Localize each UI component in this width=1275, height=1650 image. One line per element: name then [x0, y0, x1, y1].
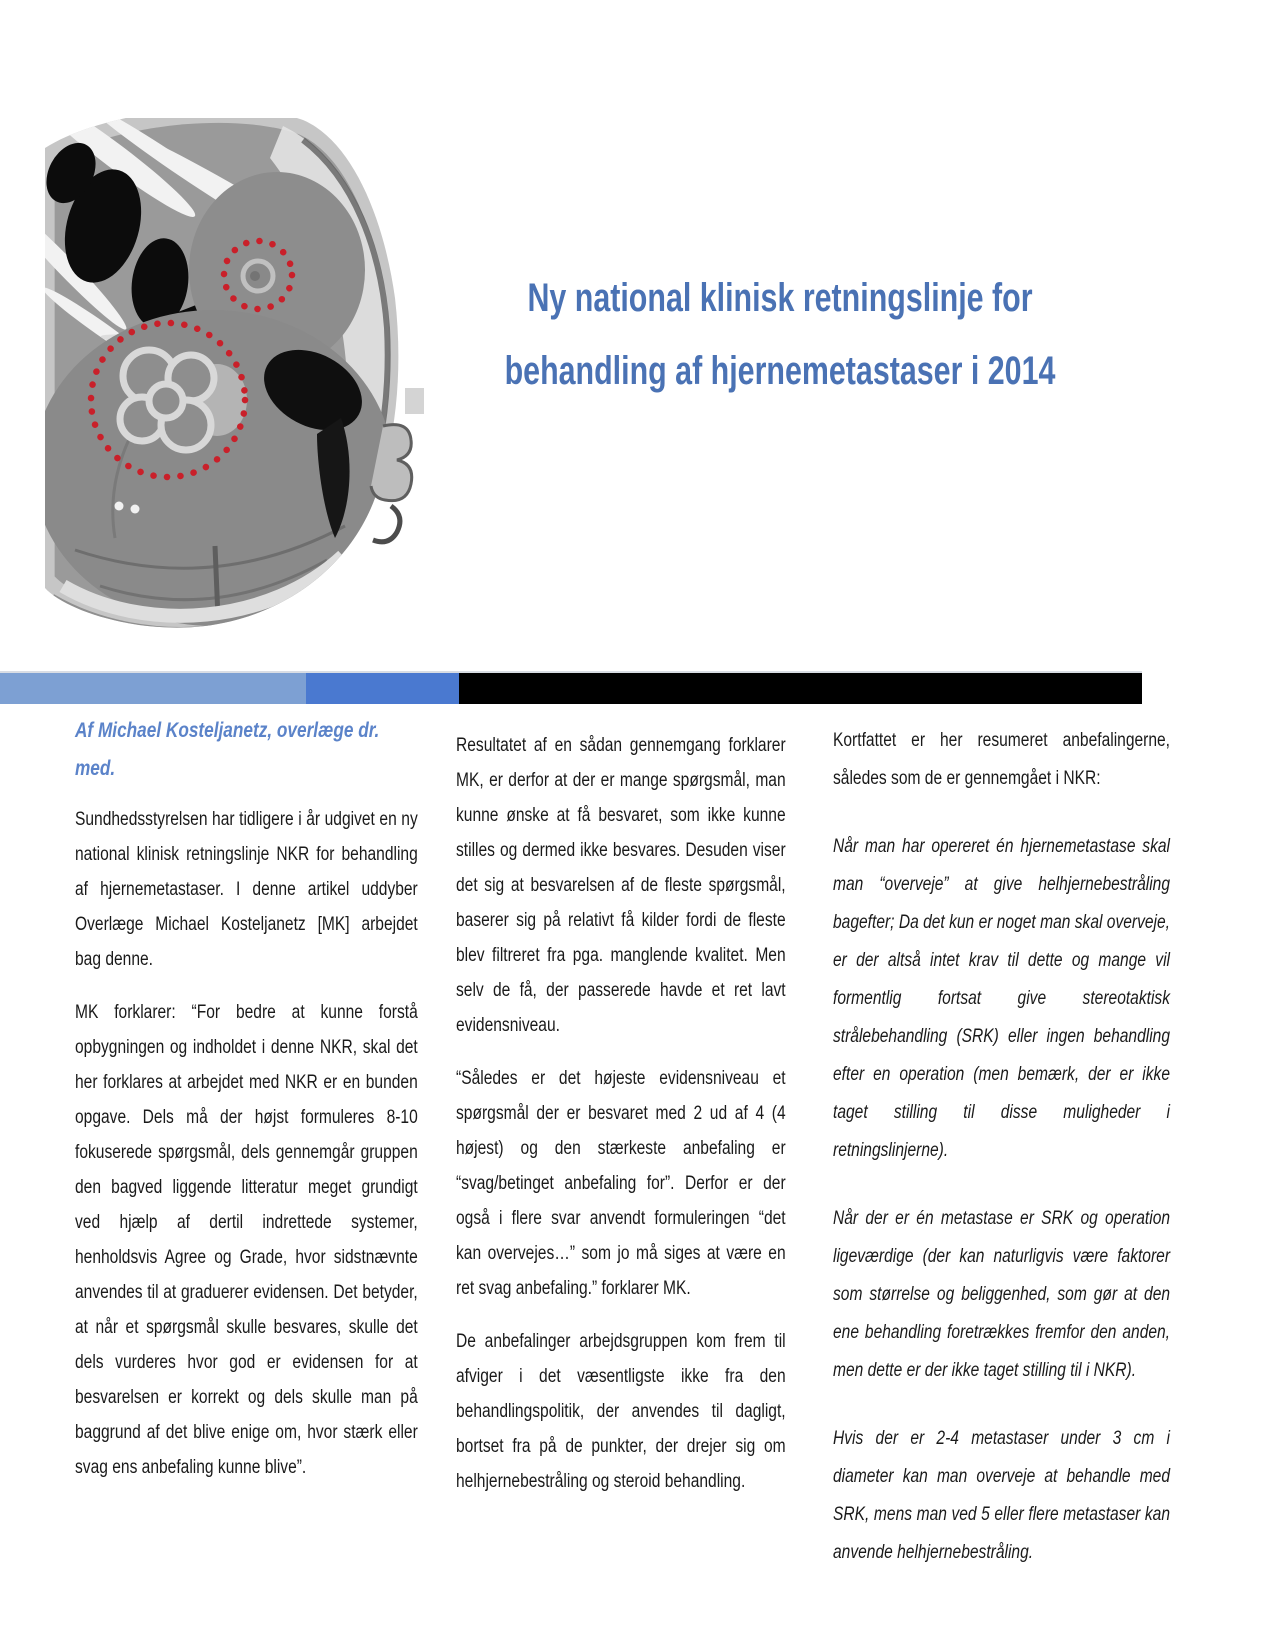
recommendation-2: Når der er én metastase er SRK og operation ligeværdige (der kan naturligvis være faktorer som størrelse og beliggenhed, som gør at den ene behandling foretrækkes fremfor den anden, men dette er der ikke taget stilling til i NKR). — [833, 1208, 1171, 1381]
small-metastasis-lesion — [243, 261, 273, 291]
article-title-line1: Ny national klinisk retningslinje for — [527, 276, 1033, 320]
column-right — [833, 722, 1170, 1602]
column-middle — [456, 728, 786, 1517]
byline: Af Michael Kosteljanetz, overlæge dr. med. — [75, 719, 380, 780]
brain-scan-svg — [45, 118, 425, 658]
decorative-square — [405, 388, 424, 414]
divider-segment-blue — [306, 673, 459, 704]
divider-segment-black — [459, 673, 1142, 704]
divider-bar — [0, 673, 1142, 704]
paragraph-middle-2: “Således er det højeste evidensniveau et spørgsmål der er besvaret med 2 ud af 4 (4 højest) og den stærkeste anbefaling er “svag/betinget anbefaling for”. Derfor er der også i flere svar anvendt formuleringen “det kan overvejes…” som jo må siges at være en ret svag anbefaling.” forklarer MK. — [456, 1068, 786, 1299]
recommendation-3: Hvis der er 2-4 metastaser under 3 cm i diameter kan man overveje at behandle med SRK, mens man ved 5 eller flere metastaser kan anvende helhjernebestråling. — [833, 1428, 1171, 1563]
paragraph-middle-1: Resultatet af en sådan gennemgang forklarer MK, er derfor at der er mange spørgsmål, man kunne ønske at få besvaret, som ikke kunne stilles og dermed ikke besvares. Desuden viser det sig at besvarelsen af de fleste spørgsmål, baserer sig på relativt få kilder fordi de fleste blev filtreret fra pga. manglende kvalitet. Men selv de få, der passerede havde et ret lavt evidensniveau. — [456, 735, 786, 1036]
paragraph-left-2: MK forklarer: “For bedre at kunne forstå opbygningen og indholdet i denne NKR, skal det her forklares at arbejdet med NKR er en bunden opgave. Dels må der højst formuleres 8-10 fokuserede spørgsmål, dels gennemgår gruppen den bagved liggende litteratur meget grundigt ved hjælp af dertil indrettede systemer, henholdsvis Agree og Grade, hvor sidstnævnte anvendes til at graduerer evidensen. Det betyder, at når et spørgsmål skulle besvares, skulle det dels vurderes hvor god er evidensen for at besvarelsen er korrekt og dels skulle man på baggrund af det blive enige om, hvor stærk eller svag ens anbefaling kunne blive”. — [75, 1002, 418, 1478]
paragraph-middle-3: De anbefalinger arbejdsgruppen kom frem til afviger i det væsentligste ikke fra den behandlingspolitik, der anvendes til dagligt, bortset fra på de punkter, der drejer sig om helhjernebestråling og steroid behandling. — [456, 1331, 786, 1492]
article-title — [430, 262, 1129, 408]
divider-segment-light-blue — [0, 673, 306, 704]
article-title-line2: behandling af hjernemetastaser i 2014 — [504, 349, 1056, 393]
paragraph-left-1: Sundhedsstyrelsen har tidligere i år udgivet en ny national klinisk retningslinje NKR for behandling af hjernemetastaser. I denne artikel uddyber Overlæge Michael Kosteljanetz [MK] arbejdet bag denne. — [75, 809, 418, 970]
recommendation-1: Når man har opereret én hjernemetastase skal man “overveje” at give helhjernebestråling bagefter; Da det kun er noget man skal overveje, er der altså intet krav til dette og mange vil formentlig fortsat give stereotaktisk strålebehandling (SRK) eller ingen behandling efter en operation (men bemærk, der er ikke taget stilling til disse muligheder i retningslinjerne). — [833, 836, 1171, 1161]
column-left — [75, 712, 418, 1503]
paragraph-right-intro: Kortfattet er her resumeret anbefalingerne, således som de er gennemgået i NKR: — [833, 730, 1171, 789]
mri-brain-scan-image — [45, 118, 425, 658]
